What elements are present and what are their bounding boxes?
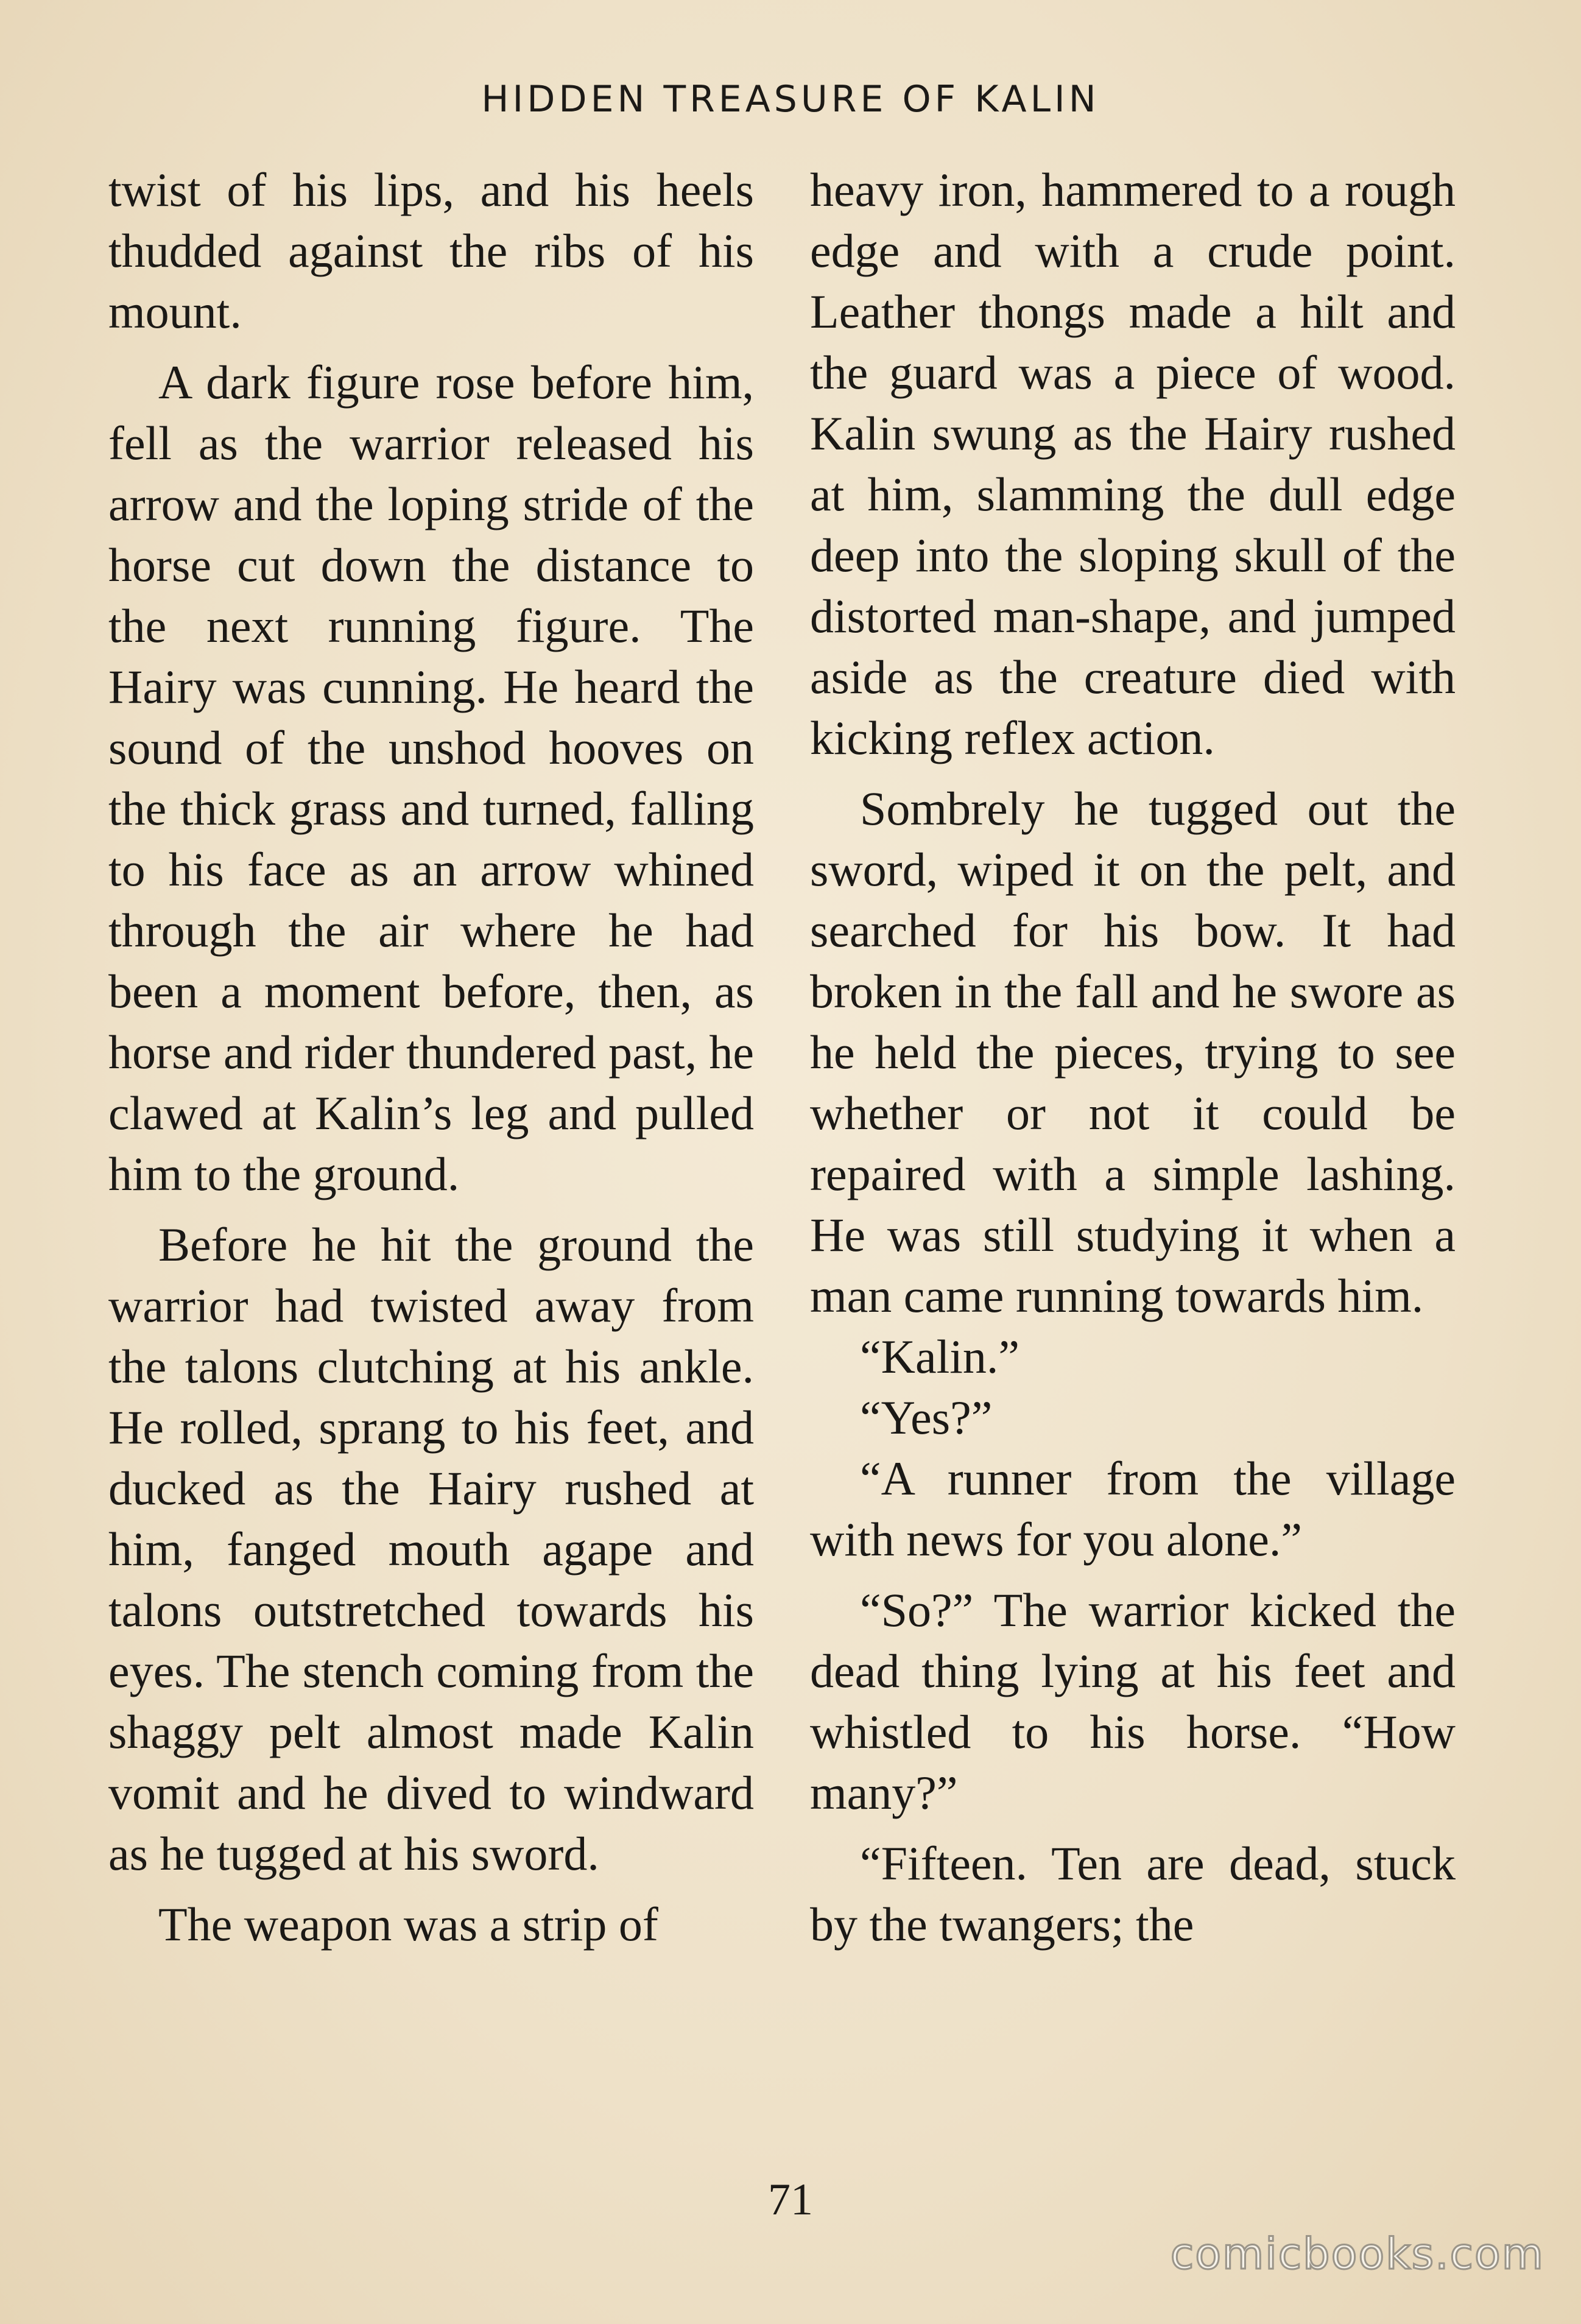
paragraph: “Fifteen. Ten are dead, stuck by the twangers; the <box>810 1837 1456 1951</box>
dialogue-line: “Yes?” <box>860 1391 993 1444</box>
running-header: HIDDEN TREASURE OF KALIN <box>481 78 1100 121</box>
dialogue-line: “Kalin.” <box>860 1330 1020 1383</box>
paragraph: A dark figure rose before him, fell as the warrior released his arrow and the loping stride of the horse cut down the distance to the next running figure. The Hairy was cunning. He heard the sound of the unshod hooves on the thick grass and turned, falling to his face as an arrow whined through the air where he had been a moment before, then, as horse and rider thundered past, he clawed at Kalin’s leg and pulled him to the ground. <box>108 356 754 1200</box>
paragraph: “So?” The warrior kicked the dead thing lying at his feet and whistled to his horse. “How many?” <box>810 1583 1456 1819</box>
paragraph: Before he hit the ground the warrior had twisted away from the talons clutching at his ankle. He rolled, sprang to his feet, and ducked as the Hairy rushed at him, fanged mouth agape and talons outstretched towards his eyes. The stench coming from the shaggy pelt almost made Kalin vomit and he dived to windward as he tugged at his sword. <box>108 1218 754 1880</box>
right-column <box>810 160 1456 1955</box>
left-column <box>108 160 754 1955</box>
paragraph: Sombrely he tugged out the sword, wiped it on the pelt, and searched for his bow. It had broken in the fall and he swore as he held the pieces, trying to see whether or not it could be repaired with a simple lashing. He was still studying it when a man came running towards him. <box>810 782 1456 1322</box>
paragraph: twist of his lips, and his heels thudded against the ribs of his mount. <box>108 163 754 338</box>
paragraph: heavy iron, hammered to a rough edge and with a crude point. Leather thongs made a hilt and the guard was a piece of wood. Kalin swung as the Hairy rushed at him, slamming the dull edge deep into the sloping skull of the distorted man-shape, and jumped aside as the creature died with kicking reflex action. <box>810 163 1456 764</box>
paragraph: The weapon was a strip of <box>158 1898 658 1951</box>
dialogue-line: “A runner from the village with news for you alone.” <box>810 1452 1456 1566</box>
page-number: 71 <box>768 2175 813 2225</box>
watermark-logo: comicbooks.com <box>1170 2229 1544 2279</box>
